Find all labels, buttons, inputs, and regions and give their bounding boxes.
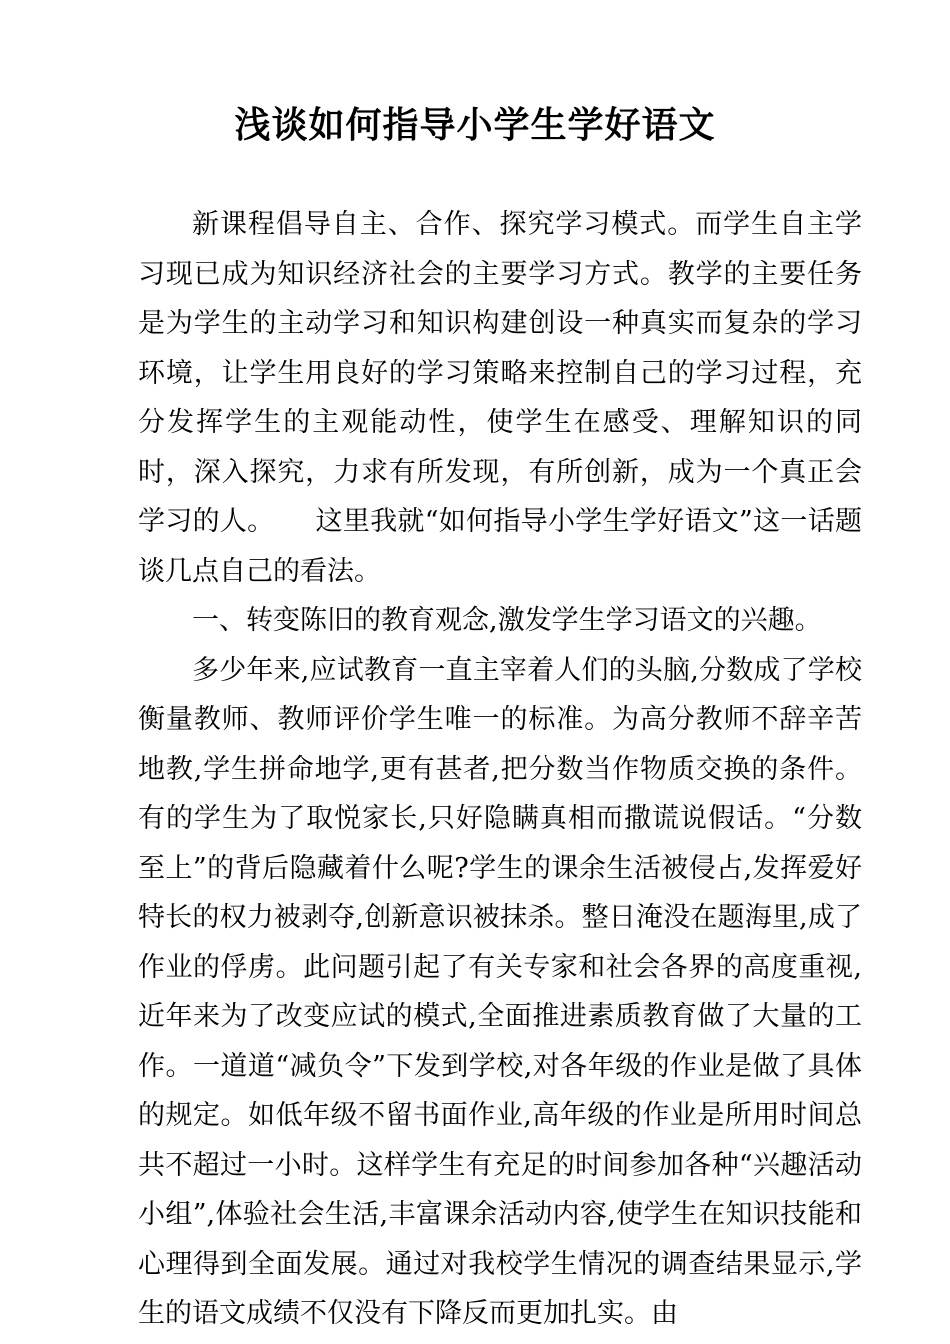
document-title: 浅谈如何指导小学生学好语文: [234, 104, 716, 146]
paragraph-intro: 新课程倡导自主、合作、探究学习模式。而学生自主学习现已成为知识经济社会的主要学习方式。教学的主要任务是为学生的主动学习和知识构建创设一种真实而复杂的学习环境，让学生用良好的学习策略来控制自己的学习过程，充分发挥学生的主观能动性，使学生在感受、理解知识的同时，深入探究，力求有所发现，有所创新，成为一个真正会学习的人。 这里我就“如何指导小学生学好语文”这一话题谈几点自己的看法。: [138, 209, 862, 587]
paragraph-exam-education: 多少年来,应试教育一直主宰着人们的头脑,分数成了学校衡量教师、教师评价学生唯一的标准。为高分教师不辞辛苦地教,学生拼命地学,更有甚者,把分数当作物质交换的条件。有的学生为了取悦家长,只好隐瞒真相而撒谎说假话。“分数至上”的背后隐藏着什么呢?学生的课余生活被侵占,发挥爱好特长的权力被剥夺,创新意识被抹杀。整日淹没在题海里,成了作业的俘虏。此问题引起了有关专家和社会各界的高度重视,近年来为了改变应试的模式,全面推进素质教育做了大量的工作。一道道“减负令”下发到学校,对各年级的作业是做了具体的规定。如低年级不留书面作业,高年级的作业是所用时间总共不超过一小时。这样学生有充足的时间参加各种“兴趣活动小组”,体验社会生活,丰富课余活动内容,使学生在知识技能和心理得到全面发展。通过对我校学生情况的调查结果显示,学生的语文成绩不仅没有下降反而更加扎实。由: [138, 654, 862, 1329]
document-body: [138, 200, 862, 1339]
paragraph-heading-one: 一、转变陈旧的教育观念,激发学生学习语文的兴趣。: [192, 605, 822, 636]
